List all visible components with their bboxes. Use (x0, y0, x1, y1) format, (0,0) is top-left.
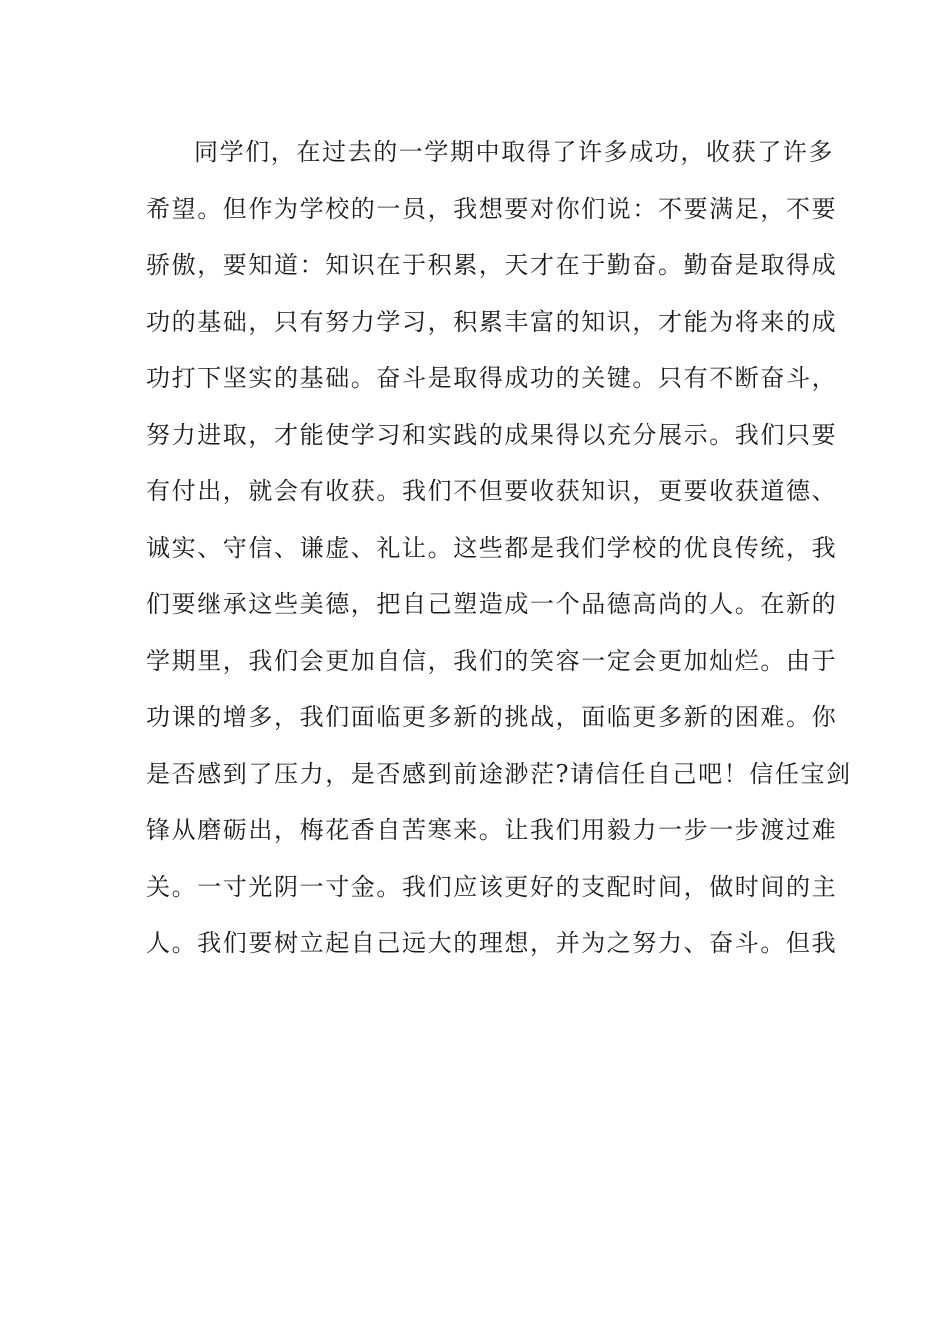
text-line: 功课的增多，我们面临更多新的挑战，面临更多新的困难。你 (146, 703, 838, 731)
text-line: 努力进取，才能使学习和实践的成果得以充分展示。我们只要 (146, 420, 838, 449)
text-line: 人。我们要树立起自己远大的理想，并为之努力、奋斗。但我 (146, 929, 838, 957)
text-line: 学期里，我们会更加自信，我们的笑容一定会更加灿烂。由于 (146, 646, 838, 675)
text-line: 希望。但作为学校的一员，我想要对你们说：不要满足，不要 (146, 194, 838, 223)
text-line: 们要继承这些美德，把自己塑造成一个品德高尚的人。在新的 (146, 590, 838, 618)
text-line: 是否感到了压力，是否感到前途渺茫?请信任自己吧！信任宝剑 (146, 759, 852, 788)
text-line: 功打下坚实的基础。奋斗是取得成功的关键。只有不断奋斗， (146, 364, 838, 392)
text-line: 骄傲，要知道：知识在于积累，天才在于勤奋。勤奋是取得成 (146, 251, 838, 279)
text-line: 同学们，在过去的一学期中取得了许多成功，收获了许多 (194, 138, 834, 166)
text-line: 诚实、守信、谦虚、礼让。这些都是我们学校的优良传统，我 (146, 533, 838, 562)
text-line: 关。一寸光阴一寸金。我们应该更好的支配时间，做时间的主 (146, 872, 838, 901)
text-line: 功的基础，只有努力学习，积累丰富的知识，才能为将来的成 (146, 307, 838, 336)
text-line: 有付出，就会有收获。我们不但要收获知识，更要收获道德、 (146, 477, 838, 505)
text-line: 锋从磨砺出，梅花香自苦寒来。让我们用毅力一步一步渡过难 (146, 816, 838, 844)
body-paragraph (146, 132, 852, 980)
